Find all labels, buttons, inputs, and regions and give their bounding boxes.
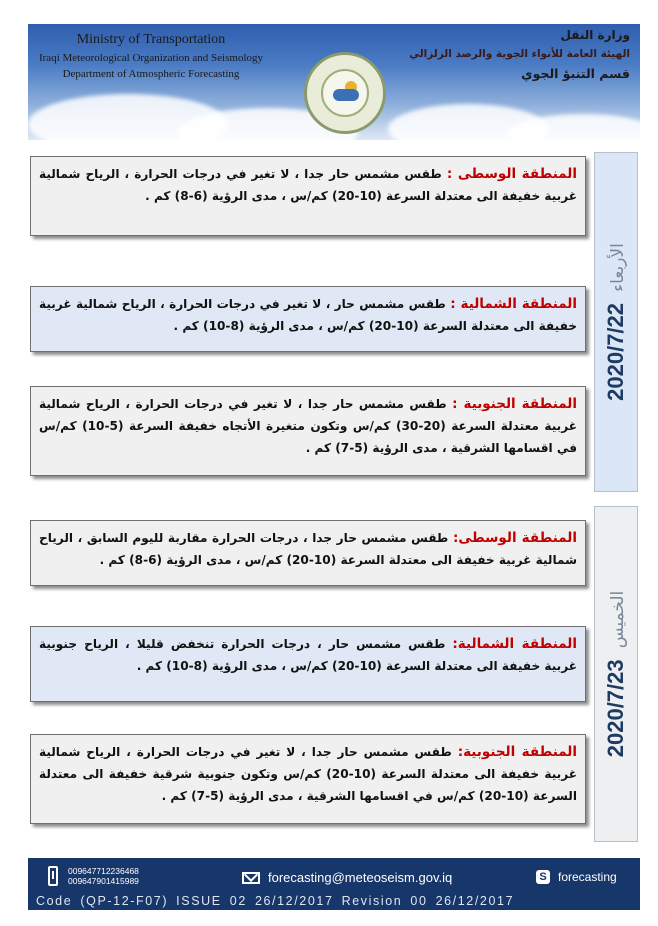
- phone-numbers: [68, 866, 139, 886]
- day-date: 2020/7/22: [603, 302, 628, 401]
- forecast-south-day1: [30, 386, 586, 476]
- day-panel-wednesday: [594, 152, 638, 492]
- organization-name-ar: الهيئة العامة للأنواء الجوية والرصد الزلزالي: [409, 48, 630, 60]
- ministry-name-ar: وزارة النقل: [560, 28, 630, 42]
- email-link[interactable]: forecasting@meteoseism.gov.iq: [268, 870, 453, 885]
- cloud-icon: [333, 89, 359, 101]
- forecast-north-day1: [30, 286, 586, 352]
- day-label: [603, 243, 629, 401]
- footer: [28, 858, 640, 910]
- region-name: المنطقة الجنوبية :: [452, 396, 577, 412]
- skype-icon: S: [536, 870, 550, 884]
- skype-handle[interactable]: forecasting: [558, 870, 617, 884]
- document-code: Code (QP-12-F07) ISSUE 02 26/12/2017 Revision 00 26/12/2017: [36, 894, 515, 908]
- header-banner: [28, 24, 640, 140]
- day-panel-thursday: [594, 506, 638, 842]
- forecast-text: طقس مشمس حار جدا ، لا تغير في درجات الحرارة ، الرياح شمالية غربية خفيفة الى معتدلة السرعة (10-20) كم/س وتكون جنوبية شرقية خفيفة الى معتدلة السرعة (10-20) كم/س في اقسامها الشرقية ، مدى الرؤية (5-7) كم .: [39, 745, 578, 803]
- day-name: الأربعاء: [608, 243, 628, 292]
- forecast-text: طقس مشمس حار جدا ، لا تغير في درجات الحرارة ، الرياح شمالية غربية خفيفة الى معتدلة السرعة (10-20) كم/س ، مدى الرؤية (6-8) كم .: [39, 167, 577, 203]
- department-name-ar: قسم التنبؤ الجوي: [521, 66, 630, 81]
- day-name: الخميس: [608, 590, 628, 649]
- forecast-central-day1: [30, 156, 586, 236]
- region-name: المنطقة الشمالية:: [452, 636, 577, 652]
- header-arabic: [400, 28, 630, 81]
- region-name: المنطقة الشمالية :: [450, 296, 578, 312]
- header-english: [36, 32, 266, 80]
- region-name: المنطقة الوسطى :: [446, 166, 577, 182]
- mail-icon: [242, 872, 260, 884]
- forecast-text: طقس مشمس حار ، لا تغير في درجات الحرارة ، الرياح شمالية غربية خفيفة الى معتدلة السرعة (10-20) كم/س ، مدى الرؤية (8-10) كم .: [39, 297, 577, 333]
- day-label: [603, 591, 629, 757]
- logo-inner-ring: [321, 69, 369, 117]
- phone-number[interactable]: 009647712236468: [68, 866, 139, 876]
- phone-number[interactable]: 009647901415989: [68, 876, 139, 886]
- ministry-name-en: Ministry of Transportation: [76, 32, 226, 47]
- forecast-south-day2: [30, 734, 586, 824]
- forecast-text: طقس مشمس حار ، درجات الحرارة تنخفض قليلا ، الرياح جنوبية غربية خفيفة الى معتدلة السرعة (10-20) كم/س ، مدى الرؤية (8-10) كم .: [39, 637, 577, 673]
- forecast-text: طقس مشمس حار جدا ، درجات الحرارة مقاربة لليوم السابق ، الرياح شمالية غربية خفيفة الى معتدلة السرعة (10-20) كم/س ، مدى الرؤية (6-8) كم .: [39, 531, 577, 567]
- footer-contacts: [28, 858, 640, 892]
- forecast-text: طقس مشمس حار جدا ، لا تغير في درجات الحرارة ، الرياح شمالية غربية معتدلة السرعة (20-30) كم/س وتكون متغيرة الأتجاه خفيفة السرعة (5-10) كم/س في اقسامها الشرقية ، مدى الرؤية (5-7) كم .: [39, 397, 577, 455]
- department-name-en: Department of Atmospheric Forecasting: [62, 68, 240, 80]
- organization-name-en: Iraqi Meteorological Organization and Seismology: [38, 52, 264, 64]
- region-name: المنطقة الجنوبية:: [457, 744, 577, 760]
- ministry-logo: [304, 52, 386, 134]
- forecast-north-day2: [30, 626, 586, 702]
- phone-icon: [48, 866, 58, 886]
- day-date: 2020/7/23: [603, 659, 628, 758]
- region-name: المنطقة الوسطى:: [452, 530, 577, 546]
- forecast-central-day2: [30, 520, 586, 586]
